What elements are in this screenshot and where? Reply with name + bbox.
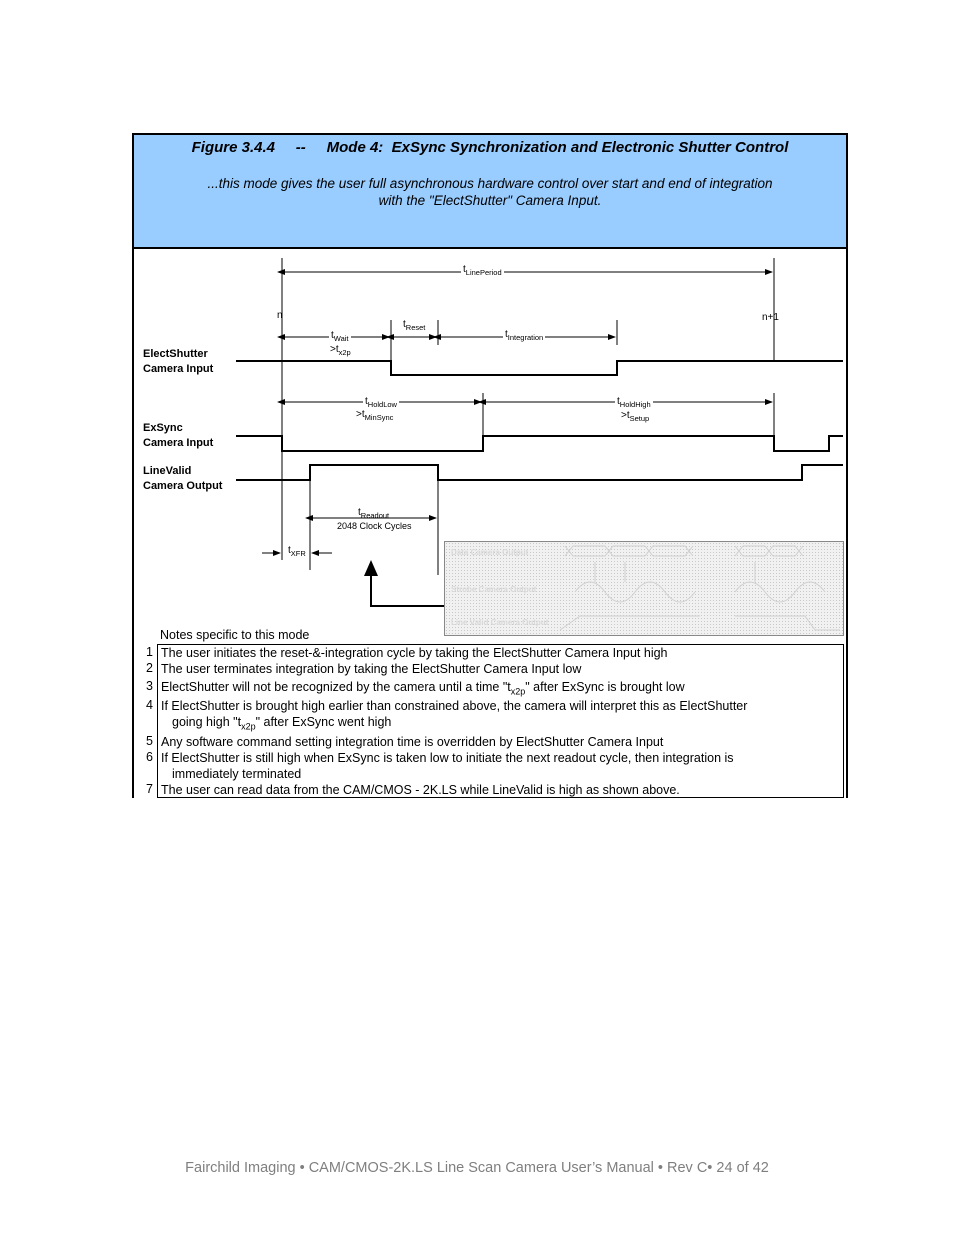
t-subscript: Integration: [507, 333, 544, 342]
waveform-elect-shutter: [236, 361, 843, 375]
note-number: 7: [146, 782, 153, 796]
t-subscript: LinePeriod: [465, 268, 502, 277]
waveform-linevalid: [236, 465, 843, 480]
note-text: The user can read data from the CAM/CMOS - 2K.LS while LineValid is high as shown above.: [161, 783, 680, 797]
callout-line: [371, 574, 444, 606]
t-symbol: t: [358, 507, 361, 518]
note-text: [161, 750, 831, 782]
marker-n: n: [277, 310, 283, 321]
inset-waveforms: [445, 542, 844, 636]
label-elect-shutter-line1: ElectShutter: [143, 348, 208, 360]
note-text: The user terminates integration by taking the ElectShutter Camera Input low: [161, 662, 582, 676]
label-t-holdlow: [363, 396, 399, 409]
t-subscript: Wait: [333, 334, 349, 343]
label-t-integration: [503, 329, 545, 342]
label-t-lineperiod: [461, 264, 504, 277]
output-timing-inset: [444, 541, 844, 636]
note-text-line: [161, 714, 831, 735]
t-subscript: HoldHigh: [619, 400, 651, 409]
t-subscript: MinSync: [364, 413, 394, 422]
note-text: Any software command setting integration time is overridden by ElectShutter Camera Input: [161, 735, 664, 749]
t-symbol: t: [331, 330, 334, 341]
label-elect-shutter-line2: Camera Input: [143, 363, 214, 375]
inset-label-strobe: Strobe Camera Output: [451, 585, 537, 594]
label-exsync: [143, 421, 213, 451]
t-subscript: Readout: [360, 511, 390, 520]
label-elect-shutter: [143, 347, 213, 377]
note-text: [161, 698, 831, 735]
figure-subtitle-line-1: ...this mode gives the user full asynchronous hardware control over start and end of integration: [207, 176, 773, 191]
label-linevalid-line2: Camera Output: [143, 480, 223, 492]
note-text: The user initiates the reset-&-integration cycle by taking the ElectShutter Camera Input high: [161, 646, 668, 660]
label-gt-minsync: [354, 409, 395, 422]
note-text-part: going high "t: [172, 715, 242, 729]
t-symbol: >t: [621, 410, 630, 421]
t-symbol: t: [365, 396, 368, 407]
page-footer: Fairchild Imaging • CAM/CMOS-2K.LS Line Scan Camera User’s Manual • Rev C• 24 of 42: [185, 1160, 769, 1176]
t-subscript: Reset: [405, 323, 426, 332]
t-symbol: t: [288, 545, 291, 556]
label-exsync-line1: ExSync: [143, 422, 183, 434]
label-exsync-line2: Camera Input: [143, 437, 214, 449]
note-text: [161, 679, 831, 700]
note-number: 5: [146, 734, 153, 748]
callout-arrowhead: [364, 560, 378, 576]
t-subscript: x2p: [338, 348, 351, 357]
waveform-exsync: [236, 436, 843, 451]
label-gt-x2p: [328, 344, 353, 357]
note-text-part: " after ExSync went high: [255, 715, 392, 729]
label-t-readout: [356, 507, 391, 520]
inset-label-linevalid: Line Valid Camera Output: [451, 618, 549, 627]
note-text-part: " after ExSync is brought low: [525, 680, 685, 694]
note-number: 4: [146, 698, 153, 712]
t-symbol: >t: [330, 344, 339, 355]
notes-title: Notes specific to this mode: [160, 628, 310, 642]
note-number: 2: [146, 661, 153, 675]
note-number: 1: [146, 645, 153, 659]
inset-label-data: Data Camera Output: [451, 548, 529, 557]
label-linevalid-line1: LineValid: [143, 465, 192, 477]
note-subscript: x2p: [510, 686, 526, 697]
note-subscript: x2p: [241, 721, 256, 732]
note-number: 6: [146, 750, 153, 764]
figure-subtitle-line-2: with the "ElectShutter" Camera Input.: [378, 193, 602, 208]
t-symbol: t: [403, 319, 406, 330]
note-text-line: immediately terminated: [172, 767, 302, 781]
note-text-line: If ElectShutter is brought high earlier than constrained above, the camera will interpret this as ElectShutter: [161, 699, 748, 713]
label-t-reset: [401, 319, 427, 332]
figure-title: Figure 3.4.4 -- Mode 4: ExSync Synchronization and Electronic Shutter Control: [191, 139, 789, 156]
t-symbol: t: [463, 264, 466, 275]
t-subscript: HoldLow: [367, 400, 397, 409]
t-subscript: Setup: [629, 414, 650, 423]
t-subscript: XFR: [290, 549, 306, 558]
t-symbol: >t: [356, 409, 365, 420]
note-text-part: ElectShutter will not be recognized by the camera until a time "t: [161, 680, 511, 694]
note-number: 3: [146, 679, 153, 693]
label-readout-cycles: 2048 Clock Cycles: [337, 521, 412, 531]
label-t-xfr: [286, 545, 308, 558]
label-t-holdhigh: [615, 396, 653, 409]
label-t-wait: [329, 330, 351, 343]
t-symbol: t: [617, 396, 620, 407]
label-gt-setup: [619, 410, 651, 423]
t-symbol: t: [505, 329, 508, 340]
note-text-line: If ElectShutter is still high when ExSync is taken low to initiate the next readout cycle, then integration is: [161, 751, 734, 765]
label-linevalid: [143, 464, 222, 494]
marker-n-plus-1: n+1: [762, 312, 779, 323]
